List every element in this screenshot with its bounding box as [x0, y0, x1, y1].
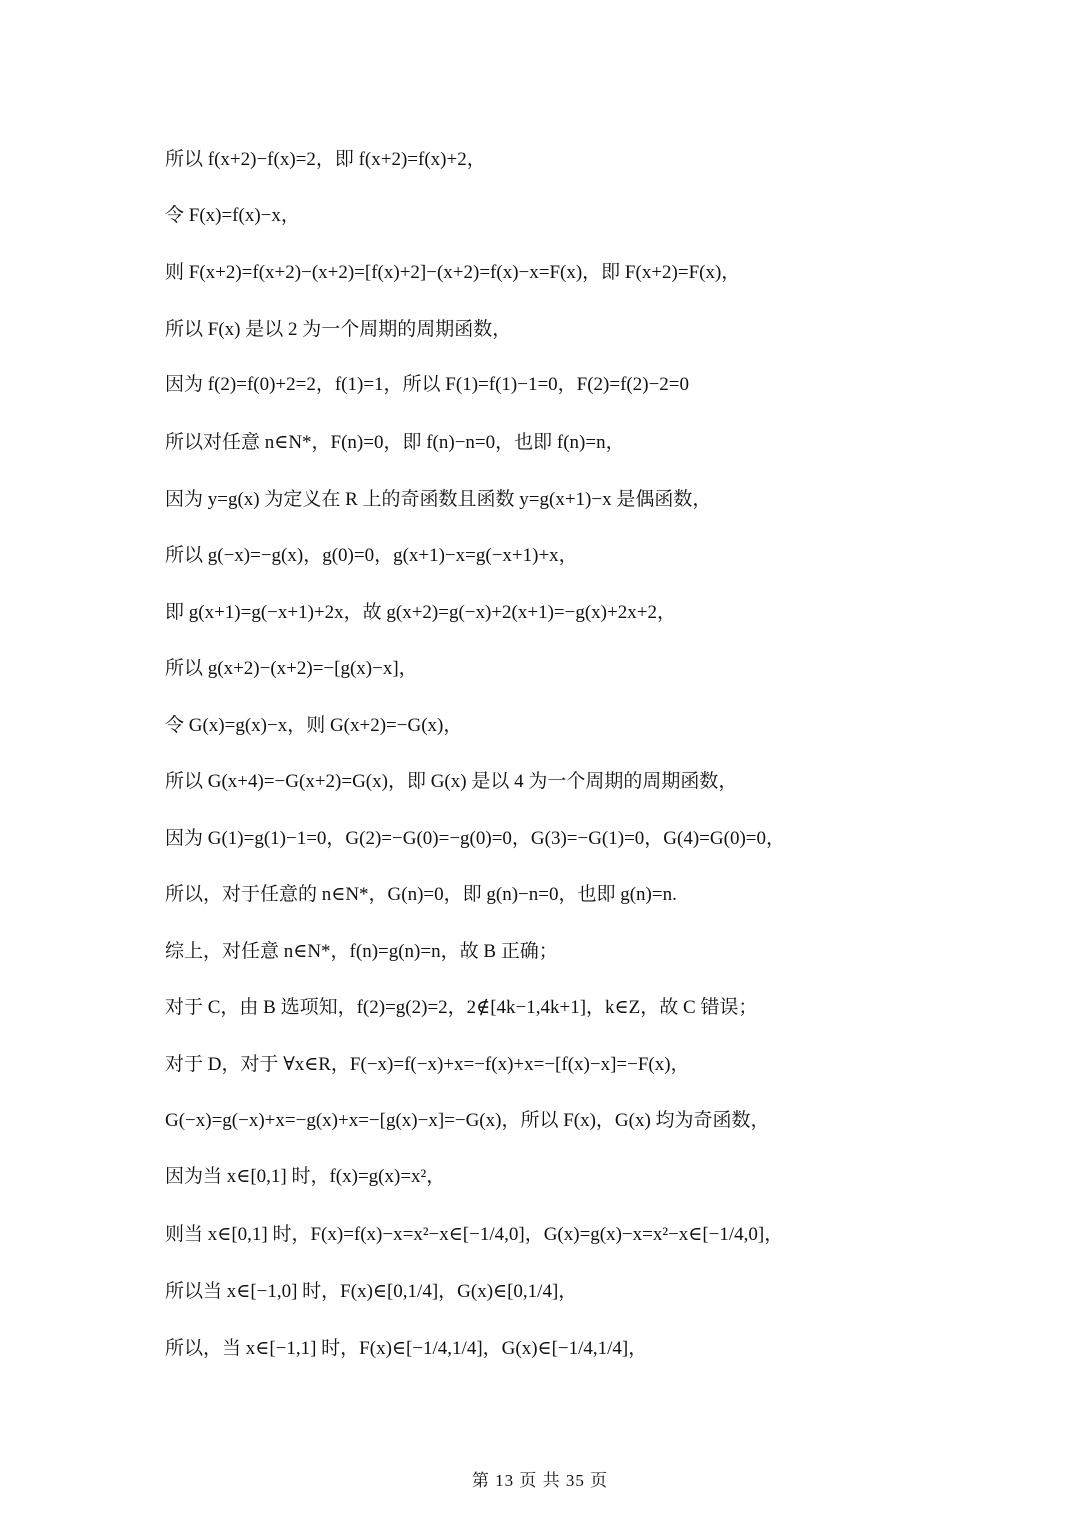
- text-line-18: G(−x)=g(−x)+x=−g(x)+x=−[g(x)−x]=−G(x)，所以 F(x)，G(x) 均为奇函数，: [165, 1110, 770, 1131]
- text-line-10: 所以 g(x+2)−(x+2)=−[g(x)−x]，: [165, 658, 418, 679]
- text-line-19: 因为当 x∈[0,1] 时，f(x)=g(x)=x²，: [165, 1166, 446, 1187]
- page-footer: 第 13 页 共 35 页: [471, 1471, 609, 1490]
- text-line-9: 即 g(x+1)=g(−x+1)+2x，故 g(x+2)=g(−x)+2(x+1)=−g(x)+2x+2，: [165, 602, 676, 623]
- text-line-14: 所以，对于任意的 n∈N*，G(n)=0，即 g(n)−n=0，也即 g(n)=n.: [165, 884, 677, 905]
- text-line-1: 所以 f(x+2)−f(x)=2，即 f(x+2)=f(x)+2，: [165, 149, 486, 170]
- text-line-12: 所以 G(x+4)=−G(x+2)=G(x)，即 G(x) 是以 4 为一个周期的周期函数，: [165, 771, 738, 792]
- text-line-5: 因为 f(2)=f(0)+2=2，f(1)=1，所以 F(1)=f(1)−1=0，F(2)=f(2)−2=0: [165, 374, 690, 395]
- text-line-3: 则 F(x+2)=f(x+2)−(x+2)=[f(x)+2]−(x+2)=f(x)−x=F(x)，即 F(x+2)=F(x)，: [165, 262, 741, 283]
- text-line-6: 所以对任意 n∈N*，F(n)=0，即 f(n)−n=0，也即 f(n)=n，: [165, 432, 625, 453]
- text-line-21: 所以当 x∈[−1,0] 时，F(x)∈[0,1/4]，G(x)∈[0,1/4]，: [165, 1281, 578, 1302]
- text-line-8: 所以 g(−x)=−g(x)，g(0)=0，g(x+1)−x=g(−x+1)+x，: [165, 545, 578, 566]
- text-line-13: 因为 G(1)=g(1)−1=0，G(2)=−G(0)=−g(0)=0，G(3)=−G(1)=0，G(4)=G(0)=0，: [165, 828, 785, 849]
- text-line-17: 对于 D，对于 ∀x∈R，F(−x)=f(−x)+x=−f(x)+x=−[f(x)−x]=−F(x)，: [165, 1054, 690, 1075]
- text-line-15: 综上，对任意 n∈N*，f(n)=g(n)=n，故 B 正确；: [165, 941, 558, 962]
- text-line-4: 所以 F(x) 是以 2 为一个周期的周期函数，: [165, 319, 512, 340]
- text-line-7: 因为 y=g(x) 为定义在 R 上的奇函数且函数 y=g(x+1)−x 是偶函数，: [165, 489, 712, 510]
- text-line-2: 令 F(x)=f(x)−x，: [165, 205, 300, 226]
- text-line-22: 所以，当 x∈[−1,1] 时，F(x)∈[−1/4,1/4]，G(x)∈[−1/4,1/4]，: [165, 1338, 648, 1359]
- text-line-11: 令 G(x)=g(x)−x，则 G(x+2)=−G(x)，: [165, 715, 463, 736]
- text-line-20: 则当 x∈[0,1] 时，F(x)=f(x)−x=x²−x∈[−1/4,0]，G(x)=g(x)−x=x²−x∈[−1/4,0]，: [165, 1224, 784, 1245]
- text-line-16: 对于 C，由 B 选项知，f(2)=g(2)=2，2∉[4k−1,4k+1]，k∈Z，故 C 错误；: [165, 997, 758, 1018]
